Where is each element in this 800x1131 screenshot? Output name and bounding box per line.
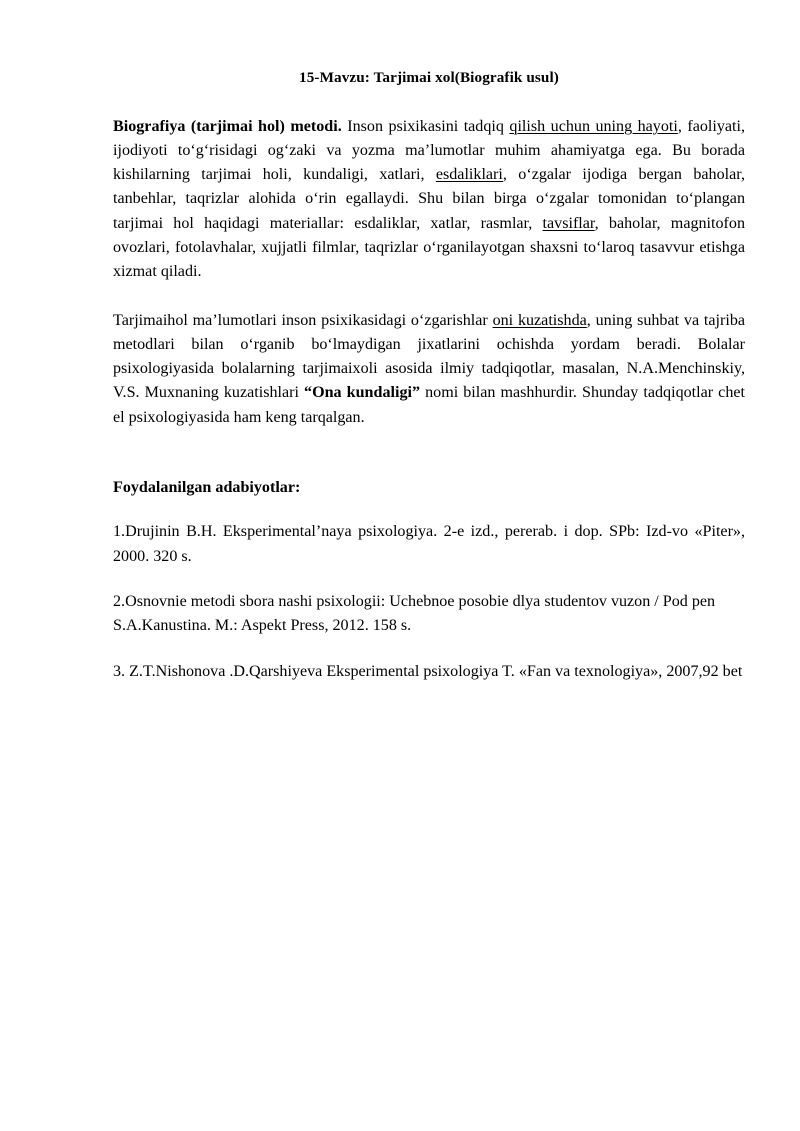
- paragraph-2: Tarjimaihol ma’lumotlari inson psixikasidagi oʻzgarishlar oni kuzatishda, uning suhbat va tajriba metodlari bilan oʻrganib boʻlmaydigan jixatlarini ochishda yordam beradi. Bolalar psixologiyasida bolalarning tarjimaixoli asosida ilmiy tadqiqotlar, masalan, N.A.Menchinskiy, V.S. Muxnaning kuzatishlari “Ona kundaligi” nomi bilan mashhurdir. Shunday tadqiqotlar chet el psixologiyasida ham keng tarqalgan.: [113, 311, 746, 426]
- references-list: [113, 520, 745, 683]
- paragraph-1: Biografiya (tarjimai hol) metodi. Inson psixikasini tadqiq qilish uchun uning hayoti, faoliyati, ijodiyoti toʻgʻrisidagi ogʻzaki va yozma ma’lumotlar muhim ahamiyatga ega. Bu borada kishilarning tarjimai holi, kundaligi, xatlari, esdaliklari, oʻzgalar ijodiga bergan baholar, tanbehlar, taqrizlar alohida oʻrin egallaydi. Shu bilan birga oʻzgalar tomonidan toʻplangan tarjimai hol haqidagi materiallar: esdaliklar, xatlar, rasmlar, tavsiflar, baholar, magnitofon ovozlari, fotolavhalar, xujjatli filmlar, taqrizlar oʻrganilayotgan shaxsni toʻlaroq tasavvur etishga xizmat qiladi.: [113, 117, 746, 281]
- reference-item: 1.Drujinin B.H. Eksperimental’naya psixologiya. 2-e izd., pererab. i dop. SPb: Izd-vo «Piter», 2000. 320 s.: [113, 523, 745, 565]
- page-title: 15-Mavzu: Tarjimai xol(Biografik usul): [299, 69, 559, 86]
- reference-item: 3. Z.T.Nishonova .D.Qarshiyeva Eksperimental psixologiya T. «Fan va texnologiya», 2007,92 bet: [113, 662, 743, 680]
- bold-phrase: “Ona kundaligi”: [304, 384, 421, 402]
- document-content: [113, 68, 745, 684]
- underlined-phrase: esdaliklari: [435, 166, 503, 184]
- underlined-phrase: oni kuzatishda: [492, 311, 587, 329]
- references-heading: Foydalanilgan adabiyotlar:: [113, 479, 301, 497]
- section-spacer: [113, 430, 745, 476]
- underlined-phrase: tavsiflar: [542, 214, 595, 232]
- paragraph-lead-in: Biografiya (tarjimai hol) metodi.: [113, 117, 342, 135]
- underlined-phrase: qilish uchun uning hayoti: [509, 117, 678, 135]
- body-paragraphs: [113, 115, 745, 431]
- reference-item: 2.Osnovnie metodi sbora nashi psixologii: Uchebnoe posobie dlya studentov vuzon / Pod pen S.A.Kanustina. M.: Aspekt Press, 2012. 158 s.: [113, 592, 716, 635]
